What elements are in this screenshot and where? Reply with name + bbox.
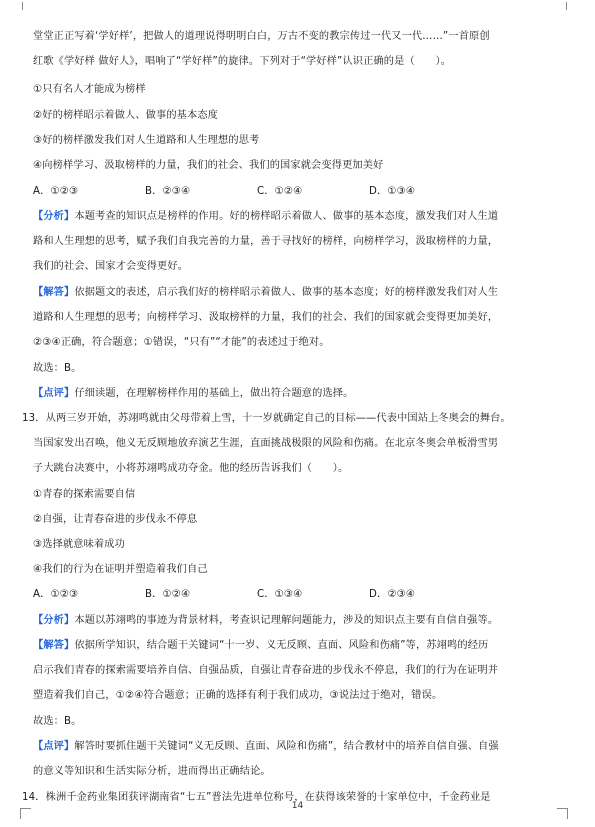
q12-answer-line: ②③④正确，符合题意；①错误，“只有”“才能”的表述过于绝对。 <box>33 337 330 348</box>
answer-tag: 【解答】 <box>33 640 75 651</box>
q13-answer <box>33 639 488 653</box>
q12-analysis-line: 路和人生理想的思考，赋予我们自我完善的力量，善于寻找好的榜样，向榜样学习，汲取榜样的力量， <box>33 236 499 247</box>
q12-answer <box>33 286 498 300</box>
comment-tag: 【点评】 <box>33 741 75 752</box>
q12-comment-text: 仔细读题，在理解榜样作用的基础上，做出符合题意的选择。 <box>74 388 354 399</box>
q13-option-d: D．②③④ <box>369 589 416 600</box>
q13-option-a: A．①②③ <box>33 589 79 600</box>
crop-mark-top-right <box>566 2 577 10</box>
q12-statement-2: ②好的榜样昭示着做人、做事的基本态度 <box>33 110 219 121</box>
answer-tag: 【解答】 <box>33 287 75 298</box>
q12-choice: 故选：B。 <box>33 363 82 374</box>
crop-mark-top-left <box>22 2 33 10</box>
q13-comment-line: 的意义等知识和生活实际分析，进而得出正确结论。 <box>33 766 271 777</box>
q13-statement-2: ②自强，让青春奋进的步伐永不停息 <box>33 514 198 525</box>
q14-stem-line: 14．株洲千金药业集团获评湖南省“七五”普法先进单位称号，在获得该荣誉的十家单位中，千金药业是 <box>22 792 491 803</box>
q12-analysis-line: 我们的社会、国家才会变得更好。 <box>33 261 189 272</box>
q13-statement-3: ③选择就意味着成功 <box>33 539 125 550</box>
comment-tag: 【点评】 <box>33 388 75 399</box>
q13-option-c: C．①③④ <box>257 589 303 600</box>
q12-option-a: A．①②③ <box>33 186 79 197</box>
q12-stem-line: 红歌《学好样 做好人》，唱响了“学好样”的旋律。下列对于“学好样”认识正确的是（ ）。 <box>33 56 452 67</box>
analysis-tag: 【分析】 <box>33 211 75 222</box>
q12-option-c: C．①②④ <box>257 186 303 197</box>
q13-analysis <box>33 614 498 628</box>
q13-options <box>33 588 481 602</box>
q13-comment-text: 解答时要抓住题干关键词“义无反顾、直面、风险和伤痛”，结合教材中的培养自信自强、自强 <box>74 741 499 752</box>
q12-answer-text: 依据题文的表述，启示我们好的榜样昭示着做人、做事的基本态度；好的榜样激发我们对人生 <box>74 287 499 298</box>
analysis-tag: 【分析】 <box>33 615 75 626</box>
q13-stem-line: 当国家发出召唤，他义无反顾地放弃演艺生涯，直面挑战极限的风险和伤痛。在北京冬奥会单板滑雪男 <box>33 438 499 449</box>
q12-comment <box>33 387 353 401</box>
q12-answer-line: 道路和人生理想的思考；向榜样学习、汲取榜样的力量，我们的社会、我们的国家就会变得更加美好， <box>33 312 499 323</box>
q13-stem-line: 子大跳台决赛中，小将苏翊鸣成功夺金。他的经历告诉我们（ ）。 <box>33 463 349 474</box>
page-number: 14 <box>291 801 304 811</box>
q12-analysis-text: 本题考查的知识点是榜样的作用。好的榜样昭示着做人、做事的基本态度，激发我们对人生道 <box>74 211 499 222</box>
q12-statement-1: ①只有名人才能成为榜样 <box>33 84 146 95</box>
q12-options <box>33 185 481 199</box>
q13-answer-text: 依据所学知识，结合题干关键词“十一岁、义无反顾、直面、风险和伤痛”等，苏翊鸣的经历 <box>74 640 489 651</box>
q12-analysis <box>33 210 498 224</box>
q13-stem-line: 13．从两三岁开始，苏翊鸣就由父母带着上雪，十一岁就确定自己的目标——代表中国站上冬奥会的舞台。 <box>22 413 511 424</box>
q13-answer-line: 塑造着我们自己，①②④符合题意；正确的选择有利于我们成功，③说法过于绝对，错误。 <box>33 690 443 701</box>
q13-choice: 故选：B。 <box>33 716 82 727</box>
q12-option-b: B．②③④ <box>145 186 191 197</box>
q13-answer-line: 启示我们青春的探索需要培养自信、自强品质，自强让青春奋进的步伐永不停息，我们的行为在证明并 <box>33 665 499 676</box>
q13-option-b: B．①②④ <box>145 589 191 600</box>
q13-statement-1: ①青春的探索需要自信 <box>33 489 136 500</box>
q12-statement-4: ④向榜样学习、汲取榜样的力量，我们的社会、我们的国家就会变得更加美好 <box>33 160 384 171</box>
q13-analysis-text: 本题以苏翊鸣的事迹为背景材料，考查识记理解问题能力，涉及的知识点主要有自信自强等。 <box>74 615 499 626</box>
q13-statement-4: ④我们的行为在证明并塑造着我们自己 <box>33 564 208 575</box>
q13-comment <box>33 740 499 754</box>
q12-statement-3: ③好的榜样激发我们对人生道路和人生理想的思考 <box>33 135 260 146</box>
q12-option-d: D．①③④ <box>369 186 416 197</box>
q12-stem-line: 堂堂正正写着‘学好样’，把做人的道理说得明明白白，万古不变的教宗传过一代又一代……”一首原创 <box>33 31 490 42</box>
